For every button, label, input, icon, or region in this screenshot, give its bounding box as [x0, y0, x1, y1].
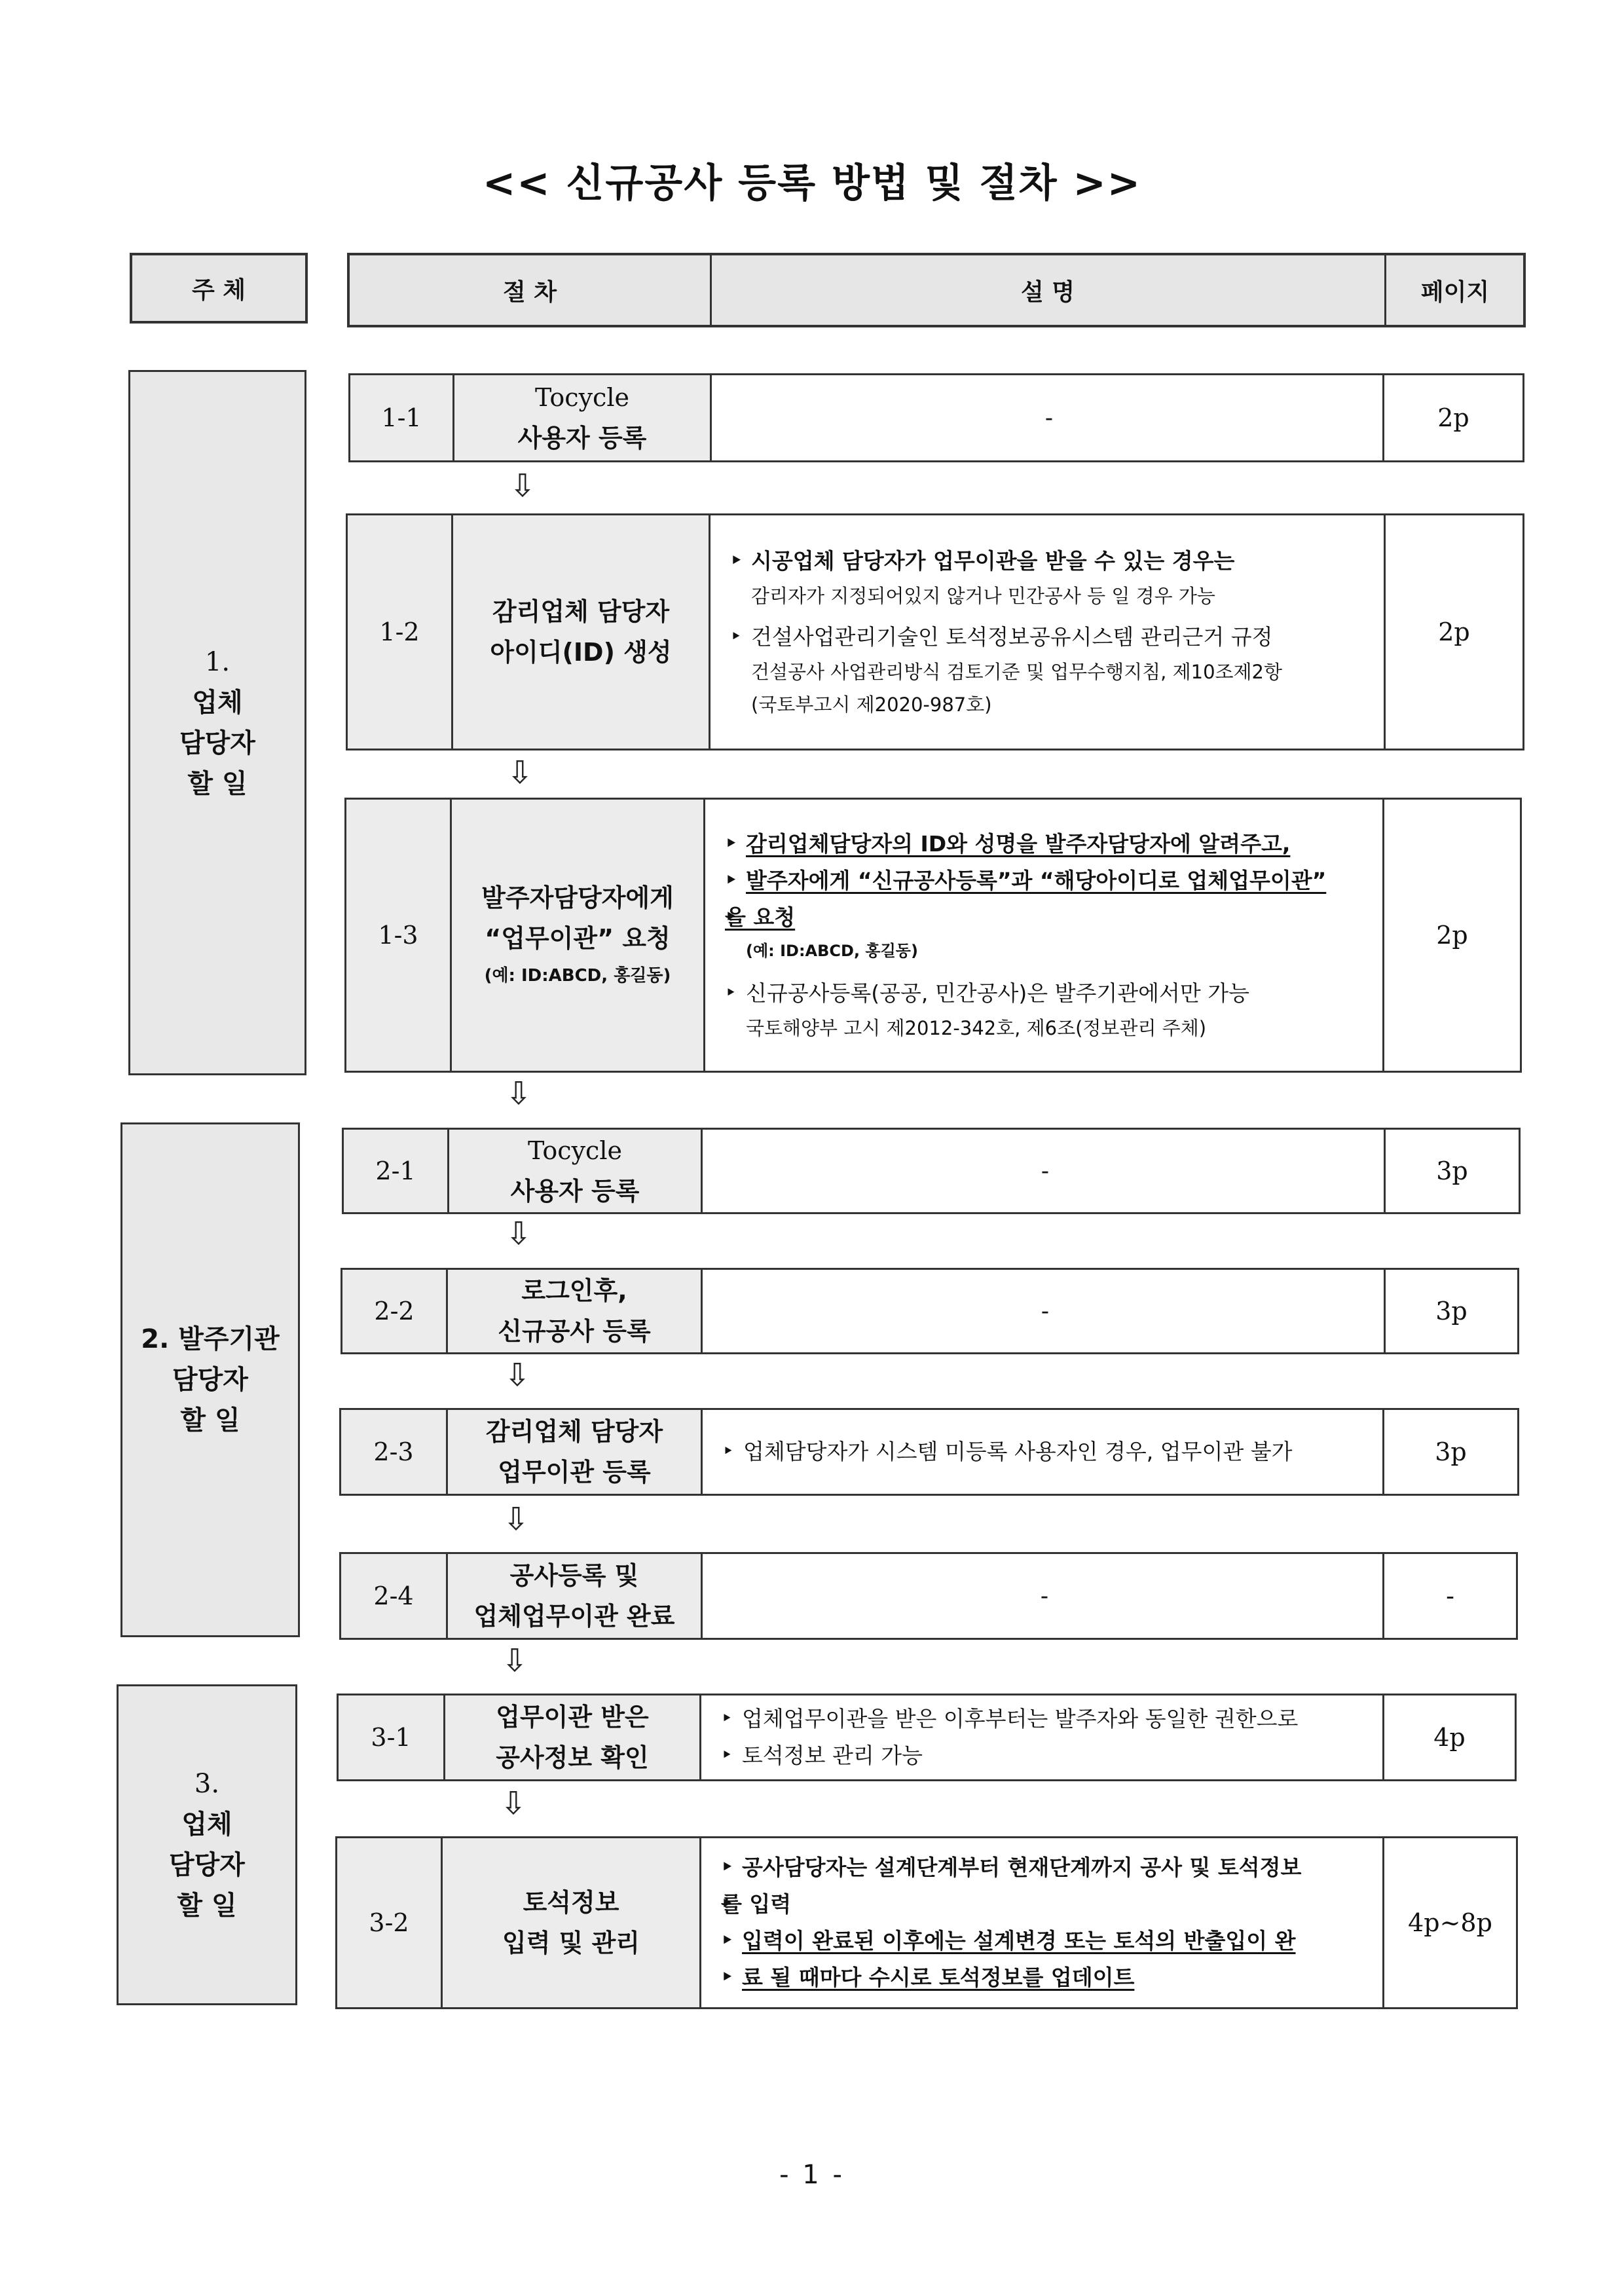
step-description: [705, 800, 1382, 1071]
description-continuation: ‣ 를 입력: [718, 1886, 1369, 1923]
description-continuation: [722, 862, 1369, 899]
step-name: [451, 515, 710, 749]
description-bullet-text: 입력이 완료된 이후에는 설계변경 또는 토석의 반출입이 완: [742, 1928, 1296, 1953]
step-description: [710, 515, 1384, 749]
subject-line: 할 일: [177, 1891, 237, 1921]
step-name-line: 공사정보 확인: [496, 1743, 649, 1772]
flow-arrow-icon: ⇩: [506, 754, 534, 791]
step-name: [446, 1270, 703, 1352]
step-row-3-1: [337, 1694, 1517, 1781]
step-row-3-2: [335, 1836, 1518, 2009]
step-description: [701, 1838, 1382, 2007]
description-continuation-text: 을 요청: [725, 904, 796, 930]
step-name: [446, 1554, 703, 1638]
subject-line: 업체: [192, 687, 243, 718]
description-continuation-text: 료 될 때마다 수시로 토석정보를 업데이트: [742, 1965, 1135, 1990]
description-continuation: [718, 1959, 1369, 1996]
step-description-text: -: [1044, 404, 1054, 432]
step-description: [712, 375, 1382, 460]
description-bullet: ‣ 업체담당자가 시스템 미등록 사용자인 경우, 업무이관 불가: [720, 1434, 1369, 1470]
step-row-1-3: [344, 798, 1522, 1073]
description-bullet: ‣ 시공업체 담당자가 업무이관을 받을 수 있는 경우는: [728, 543, 1371, 580]
step-description: [703, 1554, 1382, 1638]
step-code: 3-2: [337, 1838, 441, 2007]
step-name-line: 감리업체 담당자: [485, 1417, 663, 1446]
step-description: [703, 1130, 1384, 1212]
description-subtext: 건설공사 사업관리방식 검토기준 및 업무수행지침, 제10조제2항: [751, 661, 1283, 683]
step-name-line: 사용자 등록: [510, 1177, 640, 1206]
step-name-line: Tocycle: [535, 383, 629, 412]
step-row-1-2: [346, 513, 1524, 750]
flow-arrow-icon: ⇩: [505, 1215, 532, 1252]
step-name: [441, 1838, 701, 2007]
step-name-line: 토석정보: [523, 1888, 619, 1917]
step-code: 2-4: [341, 1554, 446, 1638]
step-name: [446, 1410, 703, 1494]
step-row-2-3: [339, 1408, 1519, 1496]
step-name-line: 업무이관 등록: [498, 1458, 651, 1487]
step-name-line: 입력 및 관리: [502, 1929, 640, 1957]
description-continuation: [722, 899, 1369, 936]
page-title: << 신규공사 등록 방법 및 절차 >>: [483, 160, 1141, 206]
step-description: [701, 1695, 1382, 1779]
step-row-2-1: [342, 1128, 1521, 1214]
header-description: [712, 255, 1384, 325]
header-subject-label: 주 체: [191, 276, 246, 304]
description-bullet: ‣ 공사담당자는 설계단계부터 현재단계까지 공사 및 토석정보: [718, 1849, 1369, 1886]
step-name-line: 발주자담당자에게: [481, 883, 674, 912]
step-row-2-2: [341, 1268, 1519, 1354]
step-description-text: -: [1041, 1297, 1050, 1325]
header-description-label: 설 명: [1020, 278, 1075, 306]
subject-box-1: [128, 370, 306, 1075]
step-page: 2p: [1382, 800, 1520, 1071]
flow-arrow-icon: ⇩: [504, 1357, 531, 1394]
step-name-line: 업무이관 받은: [496, 1703, 649, 1731]
description-subtext: 감리자가 지정되어있지 않거나 민간공사 등 일 경우 가능: [751, 585, 1215, 607]
step-name-line: (예: ID:ABCD, 홍길동): [484, 966, 671, 986]
description-subtext: 국토해양부 고시 제2012-342호, 제6조(정보관리 주체): [746, 1017, 1207, 1039]
description-subtext: (예: ID:ABCD, 홍길동): [746, 942, 918, 960]
step-description: [703, 1270, 1384, 1352]
description-subtext: (국토부고시 제2020-987호): [751, 694, 992, 716]
subject-line: 담당자: [169, 1850, 245, 1880]
step-page: 4p: [1382, 1695, 1515, 1779]
subject-line: 3.: [194, 1769, 220, 1799]
step-page: 4p~8p: [1382, 1838, 1516, 2007]
subject-line: 2. 발주기관: [141, 1324, 280, 1354]
step-code: 2-2: [342, 1270, 446, 1352]
subject-box-2: [120, 1122, 300, 1637]
step-page: 2p: [1384, 515, 1522, 749]
step-page: 3p: [1382, 1410, 1517, 1494]
step-code: 1-3: [346, 800, 450, 1071]
description-bullet: [718, 1923, 1369, 1959]
header-page: [1386, 255, 1524, 325]
description-bullet-text: 감리업체담당자의 ID와 성명을 발주자담당자에 알려주고,: [746, 831, 1291, 857]
step-code: 2-3: [341, 1410, 446, 1494]
header-step-label: 절 차: [502, 278, 557, 306]
header-table: [347, 253, 1526, 327]
subject-box-3: [117, 1684, 297, 2005]
step-code: 2-1: [344, 1130, 447, 1212]
step-name: [450, 800, 705, 1071]
step-description-text: -: [1041, 1157, 1050, 1185]
step-name-line: 아이디(ID) 생성: [490, 638, 672, 667]
step-row-2-4: [339, 1552, 1518, 1640]
header-step: [350, 255, 710, 325]
step-code: 1-2: [348, 515, 451, 749]
header-subject: [130, 253, 308, 324]
subject-line: 할 일: [180, 1405, 240, 1435]
subject-line: 업체: [181, 1809, 232, 1840]
flow-arrow-icon: ⇩: [500, 1785, 527, 1822]
flow-arrow-icon: ⇩: [501, 1642, 528, 1679]
description-bullet: ‣ 건설사업관리기술인 토석정보공유시스템 관리근거 규정: [728, 619, 1371, 656]
step-page: 2p: [1382, 375, 1522, 460]
step-row-1-1: [348, 373, 1524, 462]
step-page: 3p: [1384, 1130, 1519, 1212]
step-name-line: 감리업체 담당자: [492, 597, 670, 626]
step-name-line: 공사등록 및: [509, 1561, 639, 1590]
flow-arrow-icon: ⇩: [509, 468, 536, 504]
subject-line: 담당자: [172, 1365, 248, 1395]
subject-line: 담당자: [179, 728, 255, 758]
description-continuation-text: 발주자에게 “신규공사등록”과 “해당아이디로 업체업무이관”: [746, 868, 1327, 893]
step-name-line: 업체업무이관 완료: [473, 1602, 675, 1631]
step-name-line: 신규공사 등록: [498, 1317, 651, 1346]
subject-line: 할 일: [187, 768, 248, 799]
step-description: [703, 1410, 1382, 1494]
step-description-text: -: [1040, 1582, 1049, 1610]
description-continuation: ‣ 토석정보 관리 가능: [718, 1737, 1369, 1774]
step-code: 1-1: [350, 375, 452, 460]
step-name-line: 사용자 등록: [517, 424, 647, 453]
step-page: -: [1382, 1554, 1516, 1638]
step-page: 3p: [1384, 1270, 1517, 1352]
step-name-line: Tocycle: [528, 1136, 622, 1165]
flow-arrow-icon: ⇩: [502, 1501, 530, 1538]
step-name: [452, 375, 712, 460]
header-page-label: 페이지: [1420, 278, 1490, 306]
page-number: - 1 -: [779, 2160, 845, 2190]
step-name: [447, 1130, 703, 1212]
description-bullet: ‣ 업체업무이관을 받은 이후부터는 발주자와 동일한 권한으로: [718, 1701, 1369, 1737]
step-name-line: “업무이관” 요청: [485, 924, 671, 953]
flow-arrow-icon: ⇩: [505, 1075, 532, 1112]
step-code: 3-1: [339, 1695, 443, 1779]
description-bullet: [722, 826, 1369, 862]
subject-line: 1.: [204, 646, 231, 677]
step-name-line: 로그인후,: [521, 1276, 627, 1305]
step-name: [443, 1695, 701, 1779]
description-bullet: ‣ 신규공사등록(공공, 민간공사)은 발주기관에서만 가능: [722, 975, 1369, 1012]
